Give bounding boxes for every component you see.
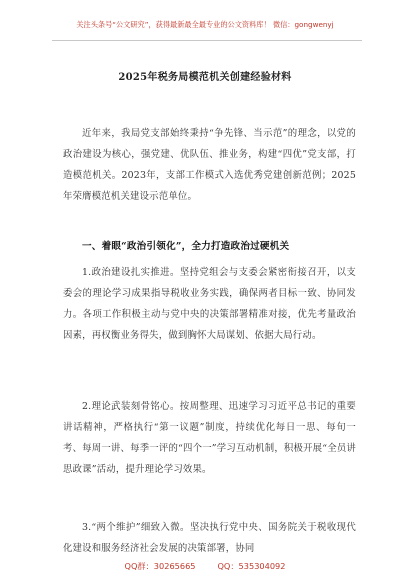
document-title: 2025年税务局模范机关创建经验材料	[118, 72, 292, 83]
intro-paragraph: 近年来，我局党支部始终秉持“争先锋、当示范”的理念，以党的政治建设为核心，强党建、优队伍、推业务，构建“四优”党支部，打造模范机关。2023年，支部工作模式入选优秀党建创新范例；2025年荣膺模范机关建设示范单位。	[63, 128, 356, 202]
footer-qq-number: QQ：535304092	[217, 561, 286, 571]
paragraph-3: 3.“两个维护”细致入微。坚决执行党中央、国务院关于税收现代化建设和服务经济社会发展的决策部署，协同	[63, 522, 356, 554]
paragraph-2: 2.理论武装刻骨铭心。按周整理、迅速学习习近平总书记的重要讲话精神，严格执行“第一议题”制度，持续优化每日一思、每旬一考、每周一讲、每季一评的“四个一”学习互动机制，积极开展“全员讲思政课”活动，提升理论学习效果。	[63, 401, 356, 475]
promo-header: 关注头条号“公文研究”，获得最新最全最专业的公文资料库！ 微信：gongwenyj	[76, 20, 334, 29]
footer-contact	[40, 561, 370, 572]
footer-qq-group: QQ群：30265665	[124, 561, 196, 571]
section-heading-1: 一、着眼“政治引领化”，全力打造政治过硬机关	[82, 241, 290, 252]
header-divider	[52, 40, 362, 41]
paragraph-1: 1.政治建设扎实推进。坚持党组会与支委会紧密衔接召开，以支委会的理论学习成果指导税收业务实践，确保两者目标一致、协同发力。各项工作积极主动与党中央的决策部署精准对接，优先考量政治因素，再权衡业务得失，做到胸怀大局谋划、依据大局行动。	[63, 267, 356, 341]
